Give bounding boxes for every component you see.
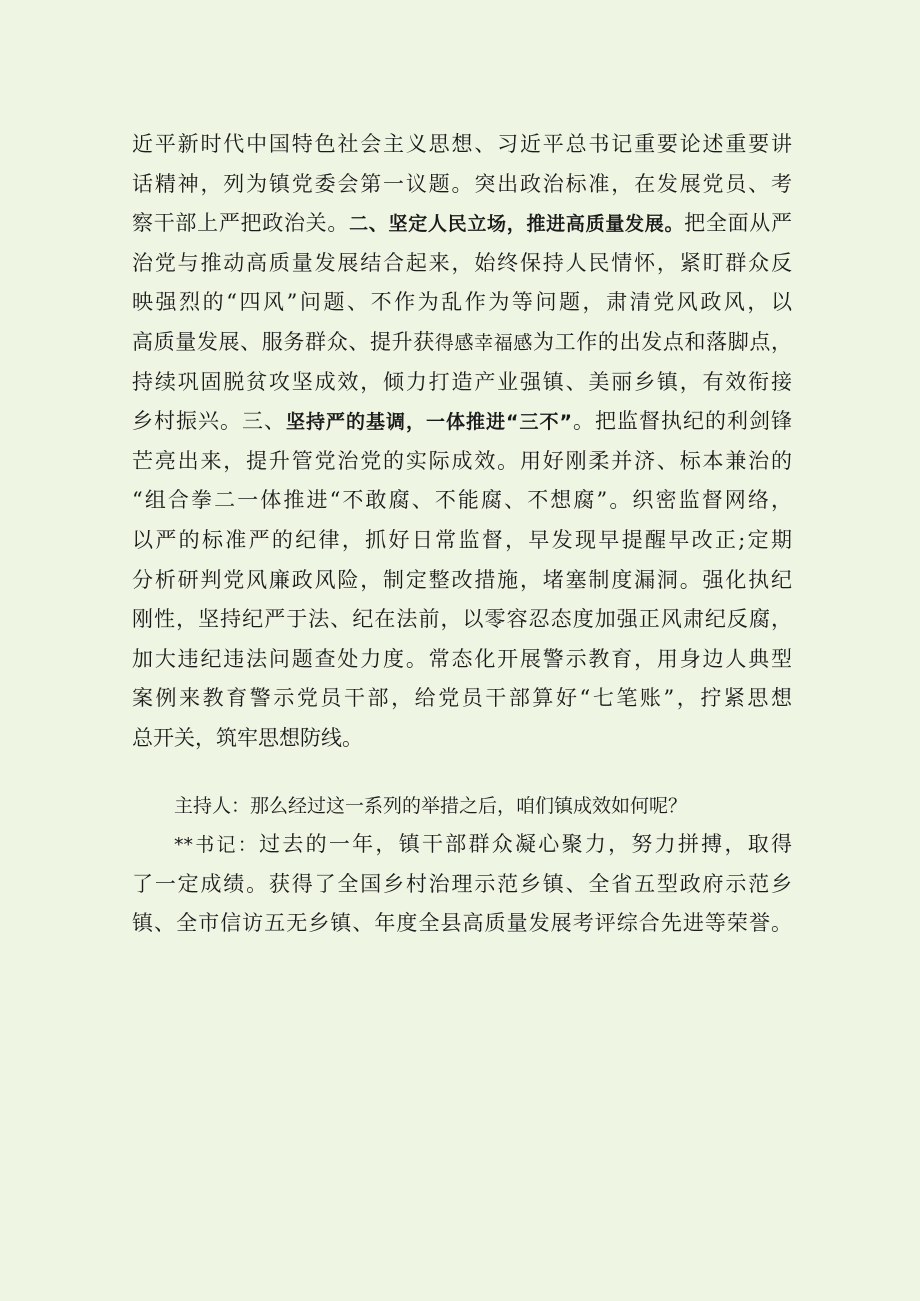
text-line: 近平新时代中国特色社会主义思想、习近平总书记重要论述重要讲 <box>132 132 792 156</box>
text-line: 话精神，列为镇党委会第一议题。突出政治标准，在发展党员、考 <box>132 171 792 196</box>
text-run: 把全面从严 <box>684 211 792 236</box>
secretary-speaker-label: **书记： <box>174 834 260 856</box>
text-line: 以严的标准严的纪律，抓好日常监督，早发现早提醒早改正;定期 <box>132 527 792 552</box>
host-question-text: 那么经过这一系列的举措之后，咱们镇成效如何呢？ <box>250 795 688 817</box>
text-line <box>132 323 792 363</box>
text-line: 加大违纪违法问题查处力度。常态化开展警示教育，用身边人典型 <box>132 646 792 671</box>
secretary-answer <box>132 825 792 944</box>
text-run: 察干部上严把政治关。 <box>132 211 350 236</box>
text-run: 过去的一年，镇干部群众凝心聚力，努力拼搏，取得 <box>259 832 792 856</box>
text-line <box>132 204 792 244</box>
text-line: 映强烈的“四风”问题、不作为乱作为等问题，肃清党风政风，以 <box>132 290 792 315</box>
section-heading-3: 坚持严的基调，一体推进“三不” <box>286 411 572 434</box>
text-run: 乡村振兴。三、 <box>132 409 287 434</box>
text-line: 芒亮出来，提升管党治党的实际成效。用好刚柔并济、标本兼治的 <box>132 448 792 473</box>
text-run: 为工作的出发点和落脚点， <box>533 329 792 354</box>
text-line: 总开关，筑牢思想防线。 <box>132 725 363 750</box>
text-line: 分析研判党风廉政风险，制定整改措施，堵塞制度漏洞。强化执纪 <box>132 567 792 592</box>
text-line <box>132 825 792 865</box>
text-run-alt-font: 得感幸福感 <box>434 331 534 354</box>
text-line: 刚性，坚持纪严于法、纪在法前，以零容忍态度加强正风肃纪反腐， <box>132 607 792 632</box>
policy-paragraph <box>132 125 792 759</box>
text-line: 了一定成绩。获得了全国乡村治理示范乡镇、全省五型政府示范乡 <box>132 871 792 896</box>
text-line: 治党与推动高质量发展结合起来，始终保持人民情怀，紧盯群众反 <box>132 250 792 275</box>
text-line: 镇、全市信访五无乡镇、年度全县高质量发展考评综合先进等荣誉。 <box>132 911 792 936</box>
text-line <box>132 402 792 442</box>
section-heading-2: 二、坚定人民立场，推进高质量发展。 <box>349 213 685 236</box>
text-line: “组合拳二一体推进“不敢腐、不能腐、不想腐”。织密监督网络， <box>132 488 792 513</box>
text-run: 高质量发展、服务群众、提升获 <box>132 329 435 354</box>
text-run: 。把监督执纪的利剑锋 <box>572 409 793 434</box>
text-line: 持续巩固脱贫攻坚成效，倾力打造产业强镇、美丽乡镇，有效衔接 <box>132 369 792 394</box>
host-speaker-label: 主持人： <box>174 795 251 817</box>
text-line <box>132 786 792 826</box>
host-question <box>132 786 792 826</box>
text-line: 案例来教育警示党员干部，给党员干部算好“七笔账”，拧紧思想 <box>132 686 792 711</box>
